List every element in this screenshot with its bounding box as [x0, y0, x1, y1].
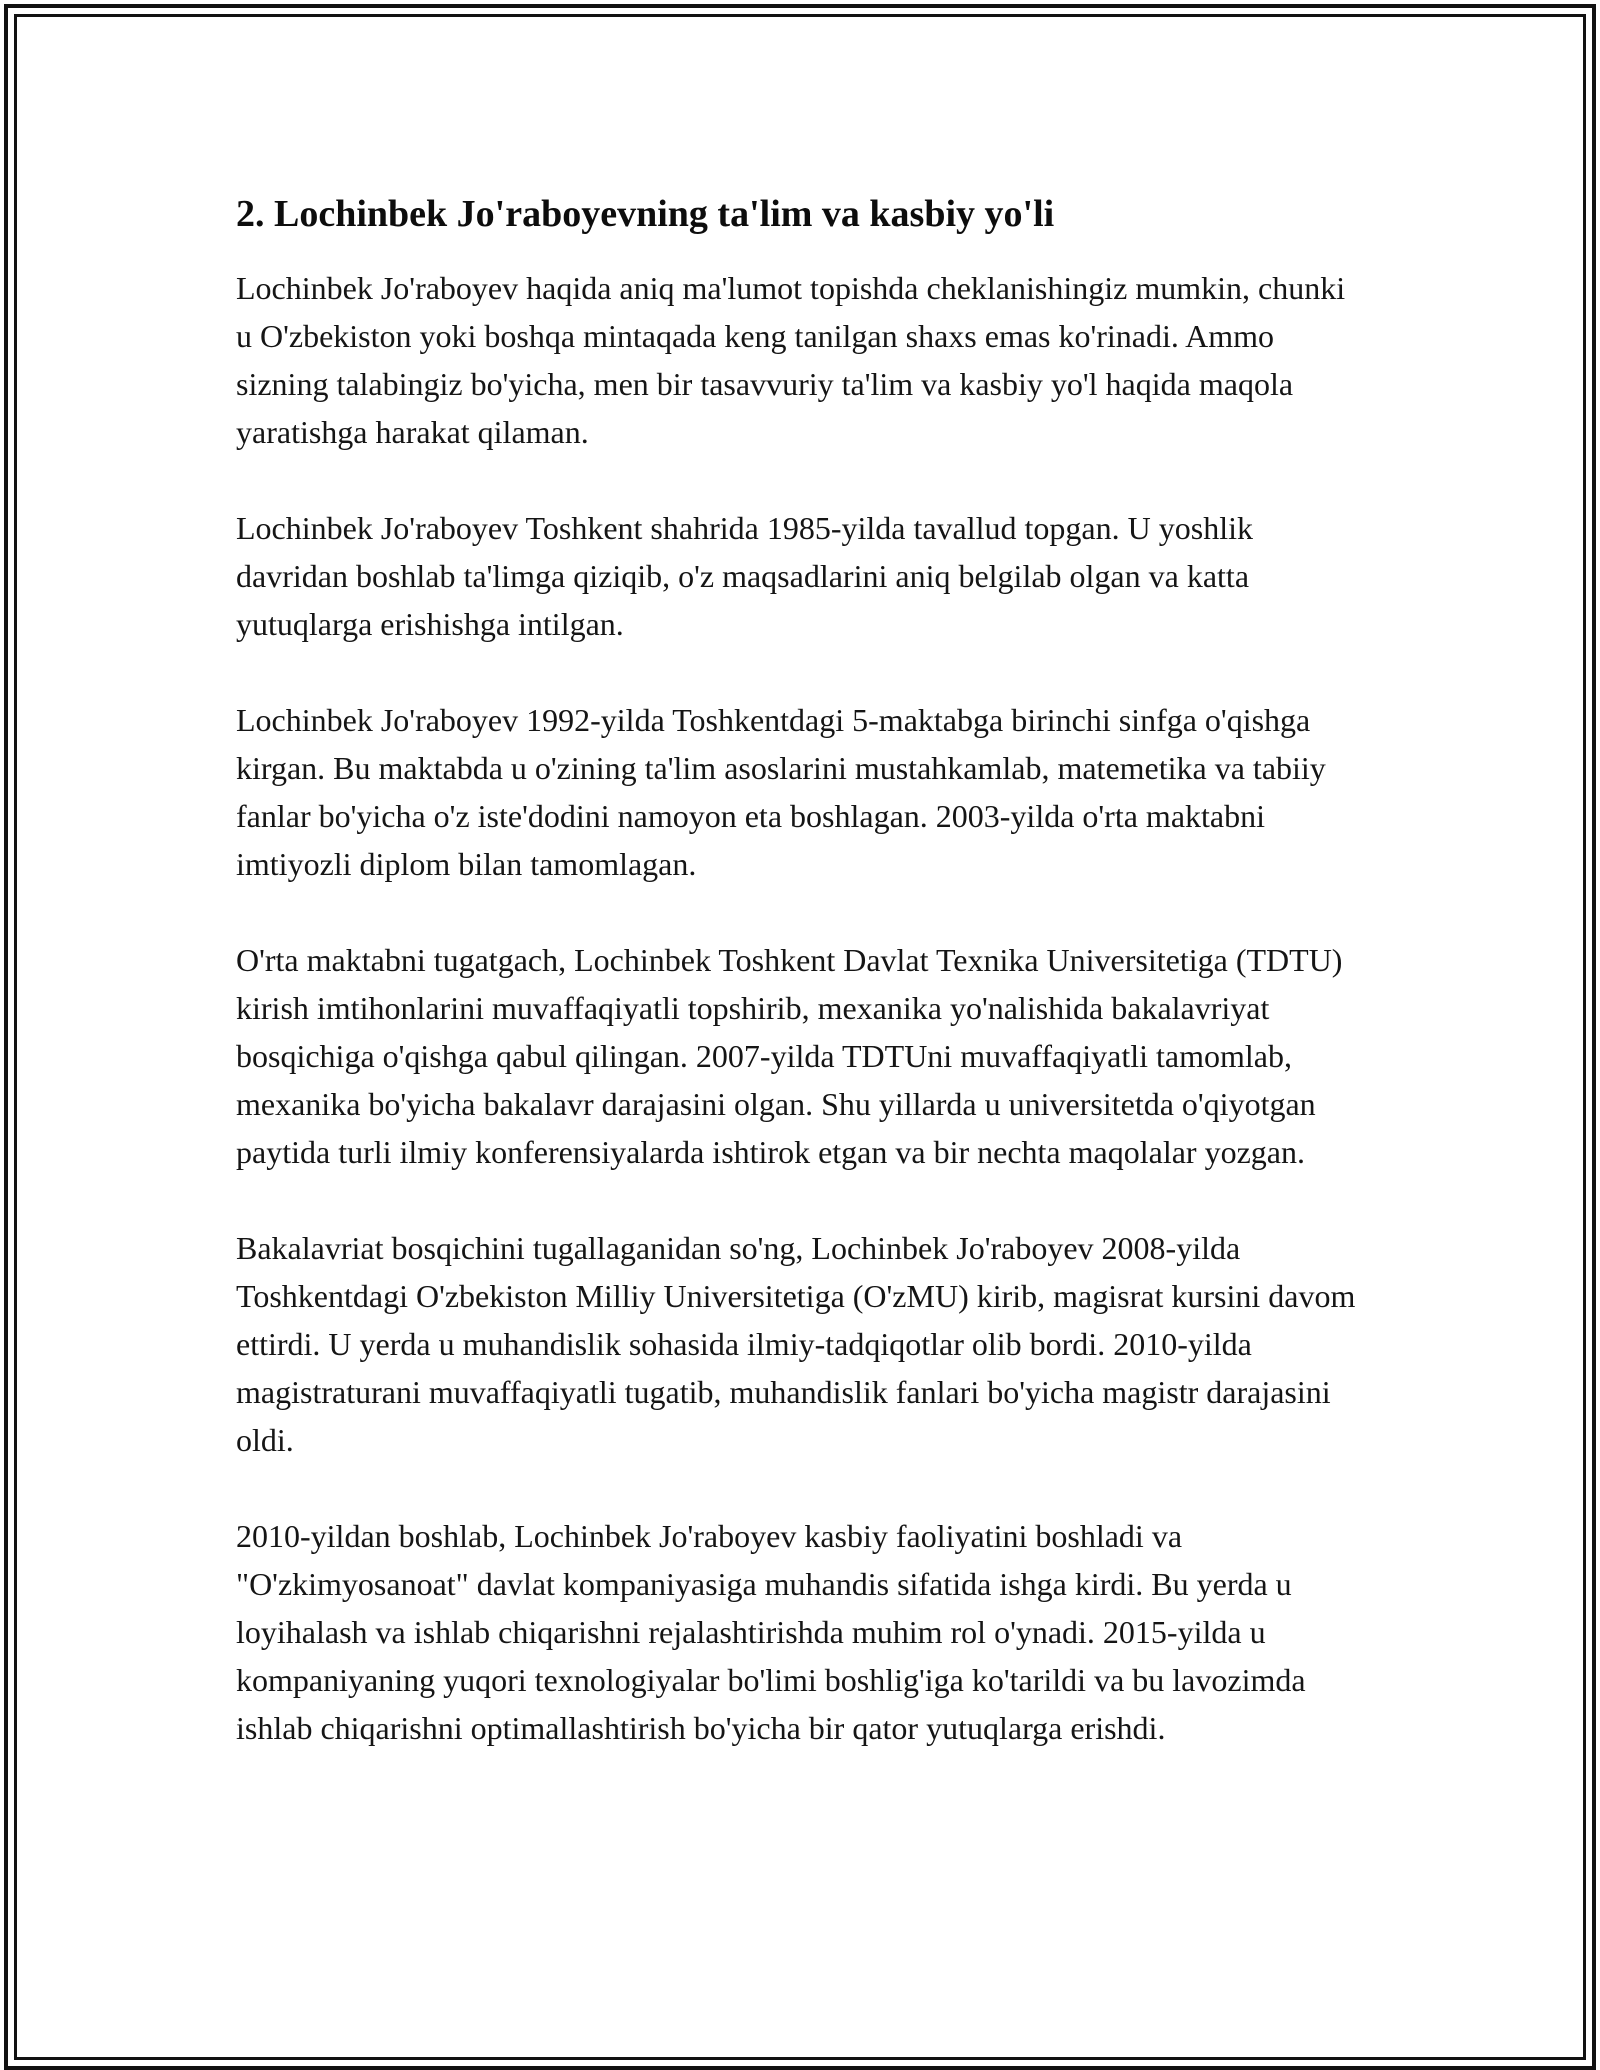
- section-title: 2. Lochinbek Jo'raboyevning ta'lim va kasbiy yo'li: [236, 193, 1055, 235]
- document-body: [236, 190, 1366, 1752]
- paragraph-school: Lochinbek Jo'raboyev 1992-yilda Toshkentdagi 5-maktabga birinchi sinfga o'qishga kirgan. Bu maktabda u o'zining ta'lim asoslarini mustahkamlab, matemetika va tabiiy fanlar bo'yicha o'z iste'dodini namoyon eta boshlagan. 2003-yilda o'rta maktabni imtiyozli diplom bilan tamomlagan.: [236, 702, 1326, 882]
- paragraph-birth: Lochinbek Jo'raboyev Toshkent shahrida 1985-yilda tavallud topgan. U yoshlik davridan boshlab ta'limga qiziqib, o'z maqsadlarini aniq belgilab olgan va katta yutuqlarga erishishga intilgan.: [236, 510, 1253, 642]
- paragraph-intro: Lochinbek Jo'raboyev haqida aniq ma'lumot topishda cheklanishingiz mumkin, chunki u O'zbekiston yoki boshqa mintaqada keng tanilgan shaxs emas ko'rinadi. Ammo sizning talabingiz bo'yicha, men bir tasavvuriy ta'lim va kasbiy yo'l haqida maqola yaratishga harakat qilaman.: [236, 270, 1346, 450]
- paragraph-bachelor: O'rta maktabni tugatgach, Lochinbek Toshkent Davlat Texnika Universitetiga (TDTU) kirish imtihonlarini muvaffaqiyatli topshirib, mexanika yo'nalishida bakalavriyat bosqichiga o'qishga qabul qilingan. 2007-yilda TDTUni muvaffaqiyatli tamomlab, mexanika bo'yicha bakalavr darajasini olgan. Shu yillarda u universitetda o'qiyotgan paytida turli ilmiy konferensiyalarda ishtirok etgan va bir nechta maqolalar yozgan.: [236, 942, 1343, 1170]
- paragraph-master: Bakalavriat bosqichini tugallaganidan so'ng, Lochinbek Jo'raboyev 2008-yilda Toshkentdagi O'zbekiston Milliy Universitetiga (O'zMU) kirib, magisrat kursini davom ettirdi. U yerda u muhandislik sohasida ilmiy-tadqiqotlar olib bordi. 2010-yilda magistraturani muvaffaqiyatli tugatib, muhandislik fanlari bo'yicha magistr darajasini oldi.: [236, 1230, 1356, 1458]
- paragraph-career: 2010-yildan boshlab, Lochinbek Jo'raboyev kasbiy faoliyatini boshladi va "O'zkimyosanoat" davlat kompaniyasiga muhandis sifatida ishga kirdi. Bu yerda u loyihalash va ishlab chiqarishni rejalashtirishda muhim rol o'ynadi. 2015-yilda u kompaniyaning yuqori texnologiyalar bo'limi boshlig'iga ko'tarildi va bu lavozimda ishlab chiqarishni optimallashtirish bo'yicha bir qator yutuqlarga erishdi.: [236, 1518, 1306, 1746]
